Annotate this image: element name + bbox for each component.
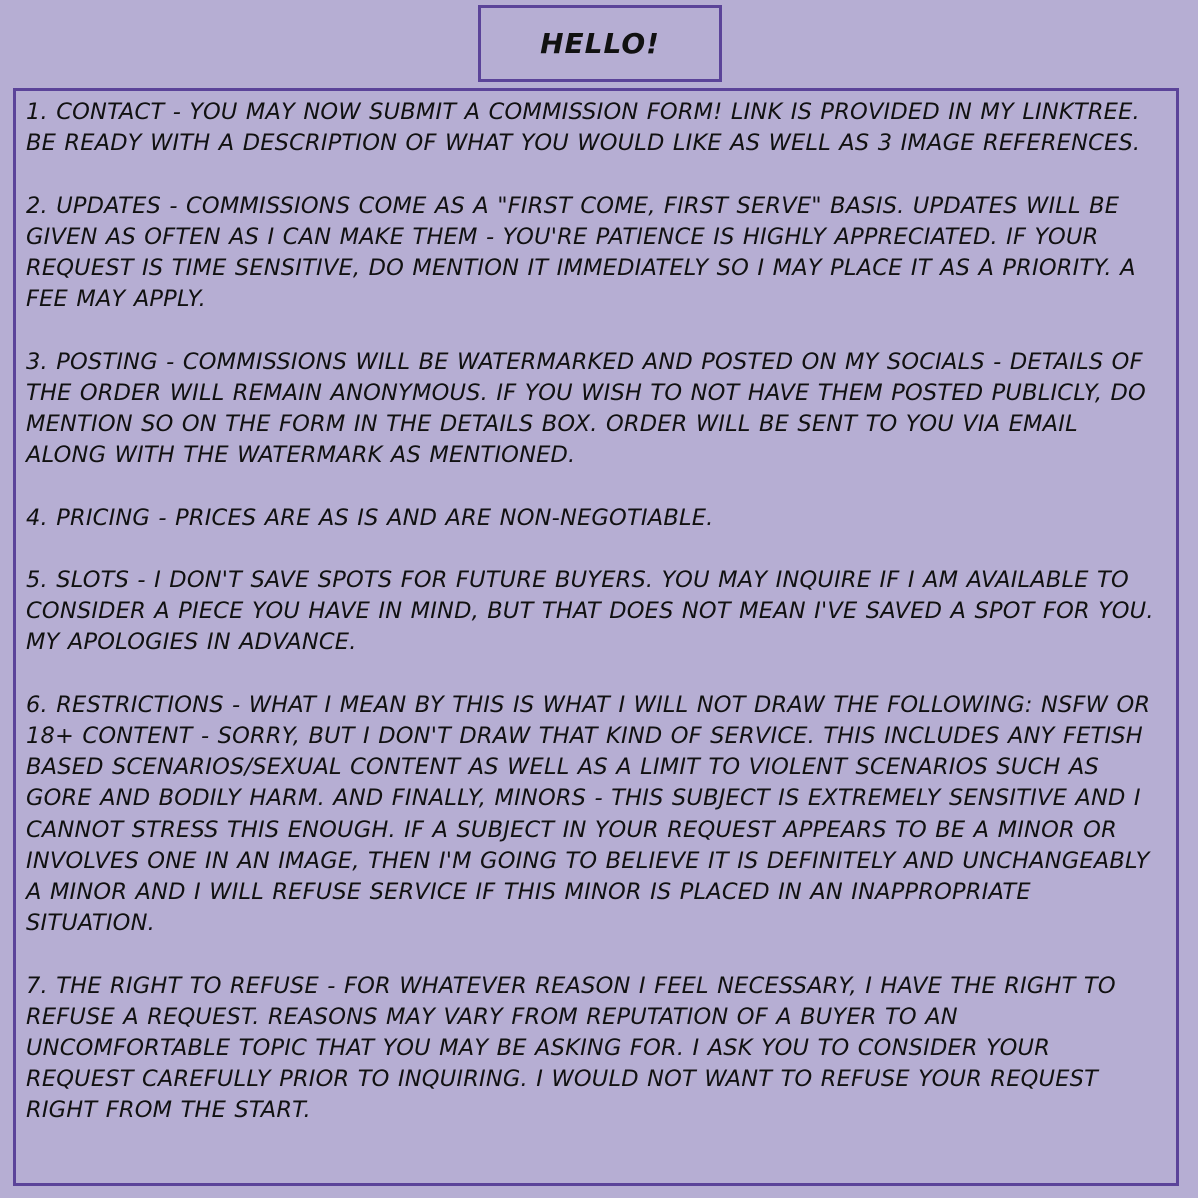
rule-right-to-refuse: 7. THE RIGHT TO REFUSE - FOR WHATEVER REASON I FEEL NECESSARY, I HAVE THE RIGHT TO REFUSE A REQUEST. REASONS MAY VARY FROM REPUTATION OF A BUYER TO AN UNCOMFORTABLE TOPIC THAT YOU MAY BE ASKING FOR. I ASK YOU TO CONSIDER YOUR REQUEST CAREFULLY PRIOR TO INQUIRING. I WOULD NOT WANT TO REFUSE YOUR REQUEST RIGHT FROM THE START.	[26, 972, 1116, 1124]
rule-slots: 5. SLOTS - I DON'T SAVE SPOTS FOR FUTURE BUYERS. YOU MAY INQUIRE IF I AM AVAILABLE TO CONSIDER A PIECE YOU HAVE IN MIND, BUT THAT DOES NOT MEAN I'VE SAVED A SPOT FOR YOU. MY APOLOGIES IN ADVANCE.	[26, 566, 1154, 656]
rule-restrictions: 6. RESTRICTIONS - WHAT I MEAN BY THIS IS WHAT I WILL NOT DRAW THE FOLLOWING: NSFW OR 18+ CONTENT - SORRY, BUT I DON'T DRAW THAT KIND OF SERVICE. THIS INCLUDES ANY FETISH BASED SCENARIOS/SEXUAL CONTENT AS WELL AS A LIMIT TO VIOLENT SCENARIOS SUCH AS GORE AND BODILY HARM. AND FINALLY, MINORS - THIS SUBJECT IS EXTREMELY SENSITIVE AND I CANNOT STRESS THIS ENOUGH. IF A SUBJECT IN YOUR REQUEST APPEARS TO BE A MINOR OR INVOLVES ONE IN AN IMAGE, THEN I'M GOING TO BELIEVE IT IS DEFINITELY AND UNCHANGEABLY A MINOR AND I WILL REFUSE SERVICE IF THIS MINOR IS PLACED IN AN INAPPROPRIATE SITUATION.	[26, 691, 1151, 937]
rule-pricing: 4. PRICING - PRICES ARE AS IS AND ARE NON-NEGOTIABLE.	[26, 504, 714, 531]
rule-posting: 3. POSTING - COMMISSIONS WILL BE WATERMARKED AND POSTED ON MY SOCIALS - DETAILS OF THE ORDER WILL REMAIN ANONYMOUS. IF YOU WISH TO NOT HAVE THEM POSTED PUBLICLY, DO MENTION SO ON THE FORM IN THE DETAILS BOX. ORDER WILL BE SENT TO YOU VIA EMAIL ALONG WITH THE WATERMARK AS MENTIONED.	[26, 348, 1146, 469]
rules-box	[13, 88, 1179, 1186]
title-box	[478, 5, 722, 82]
page-title: HELLO!	[540, 27, 660, 60]
rule-updates: 2. UPDATES - COMMISSIONS COME AS A "FIRST COME, FIRST SERVE" BASIS. UPDATES WILL BE GIVEN AS OFTEN AS I CAN MAKE THEM - YOU'RE PATIENCE IS HIGHLY APPRECIATED. IF YOUR REQUEST IS TIME SENSITIVE, DO MENTION IT IMMEDIATELY SO I MAY PLACE IT AS A PRIORITY. A FEE MAY APPLY.	[26, 192, 1136, 313]
rule-contact: 1. CONTACT - YOU MAY NOW SUBMIT A COMMISSION FORM! LINK IS PROVIDED IN MY LINKTREE. BE READY WITH A DESCRIPTION OF WHAT YOU WOULD LIKE AS WELL AS 3 IMAGE REFERENCES.	[26, 99, 1141, 157]
